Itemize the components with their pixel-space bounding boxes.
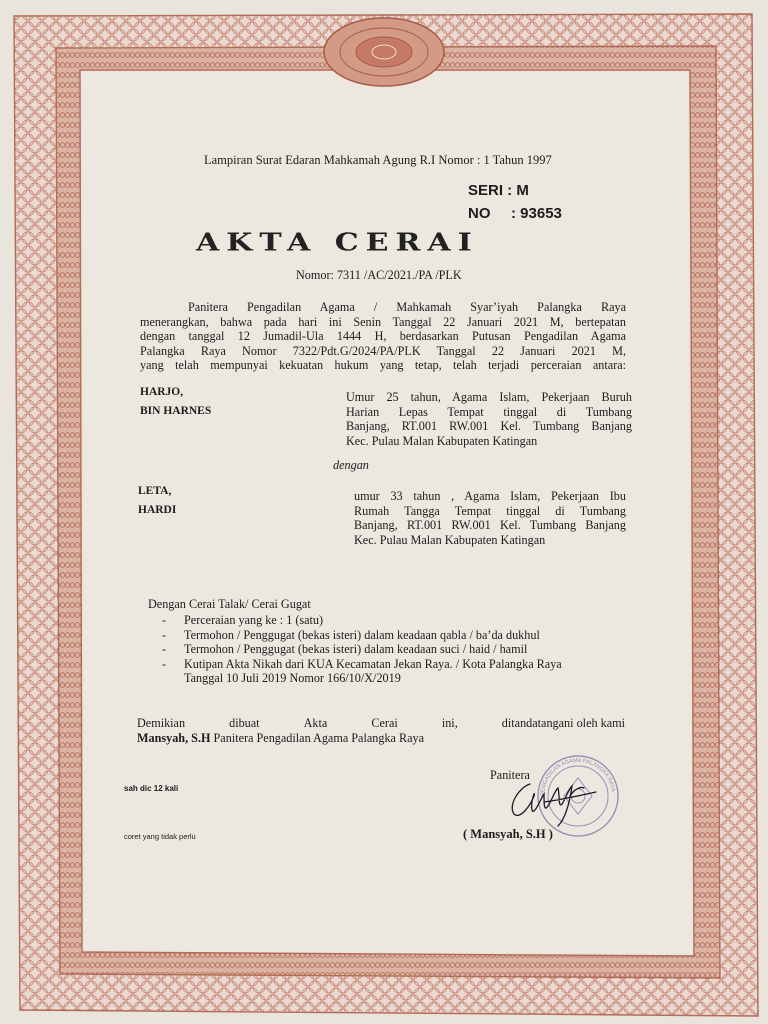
coret-note: coret yang tidak perlu	[124, 832, 196, 841]
closing-line2: Mansyah, S.H Panitera Pengadilan Agama Palangka Raya	[137, 730, 425, 745]
party1-name	[140, 383, 211, 421]
lampiran-text: Lampiran Surat Edaran Mahkamah Agung R.I Nomor : 1 Tahun 1997	[204, 153, 552, 167]
list-item: - Perceraian yang ke : 1 (satu)	[162, 613, 324, 627]
party1-name-line: HARJO,	[140, 386, 184, 398]
no-value: : 93653	[511, 205, 562, 222]
intro-paragraph	[140, 300, 626, 373]
party2-desc-line: Banjang, RT.001 RW.001 Kel. Tumbang Banjang	[354, 518, 626, 532]
party2-desc-line: Rumah Tangga Tempat tinggal di Tumbang	[354, 503, 626, 518]
party2-desc-line: umur 33 tahun , Agama Islam, Pekerjaan Ibu	[354, 489, 626, 503]
list-item: - Termohon / Penggugat (bekas isteri) dalam keadaan suci / haid / hamil	[162, 642, 528, 656]
intro-line: yang telah mempunyai kekuatan hukum yang tetap, telah terjadi perceraian antara:	[140, 358, 626, 372]
no-label: NO	[468, 205, 491, 222]
sah-note: sah dic 12 kali	[124, 784, 179, 793]
party1-desc-line: Kec. Pulau Malan Kabupaten Katingan	[346, 433, 538, 448]
party2-desc-line: Kec. Pulau Malan Kabupaten Katingan	[354, 532, 546, 547]
party2-name-line: HARDI	[138, 504, 177, 516]
signatory-name: ( Mansyah, S.H )	[463, 827, 553, 841]
party1-desc-line: Umur 25 tahun, Agama Islam, Pekerjaan Buruh	[346, 390, 632, 404]
list-item: - Kutipan Akta Nikah dari KUA Kecamatan Jekan Raya. / Kota Palangka Raya Tanggal 10 Juli 2019 Nomor 166/10/X/2019	[162, 656, 562, 685]
seri-label: SERI : M	[468, 182, 529, 199]
intro-line: Palangka Raya Nomor 7322/Pdt.G/2024/PA/PLK Tanggal 22 Januari 2021 M,	[140, 343, 626, 358]
party1-desc-line: Banjang, RT.001 RW.001 Kel. Tumbang Banjang	[346, 419, 632, 433]
dengan-text: dengan	[333, 458, 369, 472]
party1-desc-line: Harian Lepas Tempat tinggal di Tumbang	[346, 404, 632, 419]
party2-name-line: LETA,	[138, 485, 172, 497]
party1-description	[346, 390, 632, 448]
intro-line: dengan tanggal 12 Jumadil-Ula 1444 H, berdasarkan Putusan Pengadilan Agama	[140, 329, 626, 343]
handwritten-signature	[500, 766, 610, 836]
nomor-text: Nomor: 7311 /AC/2021./PA /PLK	[296, 268, 462, 282]
details-list	[162, 613, 632, 686]
party1-name-line: BIN HARNES	[140, 405, 212, 417]
closing-line1: Demikian dibuat Akta Cerai ini, ditandatangani oleh kami	[137, 716, 625, 730]
intro-line: Panitera Pengadilan Agama / Mahkamah Syar’iyah Palangka Raya	[188, 300, 626, 314]
party2-description	[354, 489, 626, 547]
stamp-text: PENGADILAN AGAMA PALANGKA RAYA	[539, 757, 616, 797]
party2-name	[138, 482, 176, 520]
panitera-label: Panitera	[490, 768, 530, 782]
list-item: - Termohon / Penggugat (bekas isteri) dalam keadaan qabla / ba’da dukhul	[162, 627, 540, 642]
intro-line: menerangkan, bahwa pada hari ini Senin Tanggal 22 Januari 2021 M, bertepatan	[140, 314, 626, 329]
closing-paragraph	[137, 716, 625, 745]
cerai-type: Dengan Cerai Talak/ Cerai Gugat	[148, 597, 311, 611]
document-title: AKTA CERAI	[196, 229, 479, 257]
